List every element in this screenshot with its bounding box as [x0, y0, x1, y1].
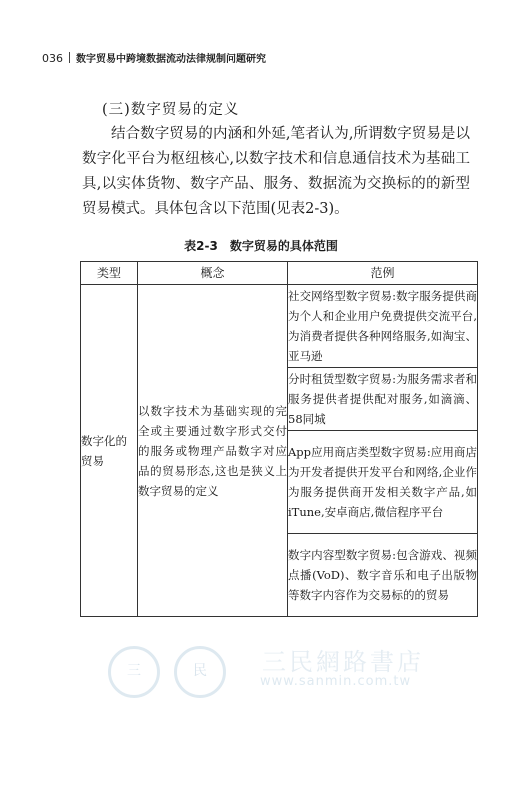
- running-header: [42, 50, 266, 65]
- header-concept: 概念: [138, 262, 288, 285]
- watermark-ring: [108, 646, 160, 698]
- header-examples: 范例: [288, 262, 478, 285]
- example-digital-content: 数字内容型数字贸易:包含游戏、视频点播(VoD)、数字音乐和电子出版物等数字内容作为交易标的的贸易: [288, 534, 478, 617]
- watermark-url: www.sanmin.com.tw: [260, 674, 412, 689]
- concept-cell: 以数字技术为基础实现的完全或主要通过数字形式交付的服务或物理产品数字对应品的贸易形态,这也是狭义上数字贸易的定义: [138, 285, 288, 617]
- book-title: 数字贸易中跨境数据流动法律规制问题研究: [76, 54, 266, 65]
- page-number: 036: [42, 52, 63, 65]
- watermark-ring: [174, 646, 226, 698]
- section-title: (三)数字贸易的定义: [102, 102, 240, 118]
- example-time-sharing: 分时租赁型数字贸易:为服务需求者和服务提供者提供配对服务,如滴滴、58同城: [288, 368, 478, 431]
- header-type: 类型: [81, 262, 138, 285]
- watermark-glyph: 民: [193, 663, 207, 679]
- example-app-store: App应用商店类型数字贸易:应用商店为开发者提供开发平台和网络,企业作为服务提供商开发相关数字产品,如iTune,安卓商店,微信程序平台: [288, 431, 478, 534]
- header-divider: [69, 52, 70, 63]
- type-cell: 数字化的贸易: [81, 285, 138, 617]
- watermark: [90, 640, 470, 700]
- watermark-glyph: 三: [127, 663, 141, 679]
- table-row: [81, 285, 478, 368]
- definition-paragraph: 结合数字贸易的内涵和外延,笔者认为,所谓数字贸易是以数字化平台为枢纽核心,以数字技术和信息通信技术为基础工具,以实体货物、数字产品、服务、数据流为交换标的的新型贸易模式。具体包含以下范围(见表2-3)。: [82, 126, 470, 217]
- digital-trade-scope-table: [80, 261, 478, 617]
- watermark-name: 三民網路書店: [262, 648, 424, 676]
- example-social-network: 社交网络型数字贸易:数字服务提供商为个人和企业用户免费提供交流平台,为消费者提供各种网络服务,如淘宝、亚马逊: [288, 285, 478, 368]
- table-caption: 表2-3 数字贸易的具体范围: [184, 239, 338, 253]
- table-header-row: [81, 262, 478, 285]
